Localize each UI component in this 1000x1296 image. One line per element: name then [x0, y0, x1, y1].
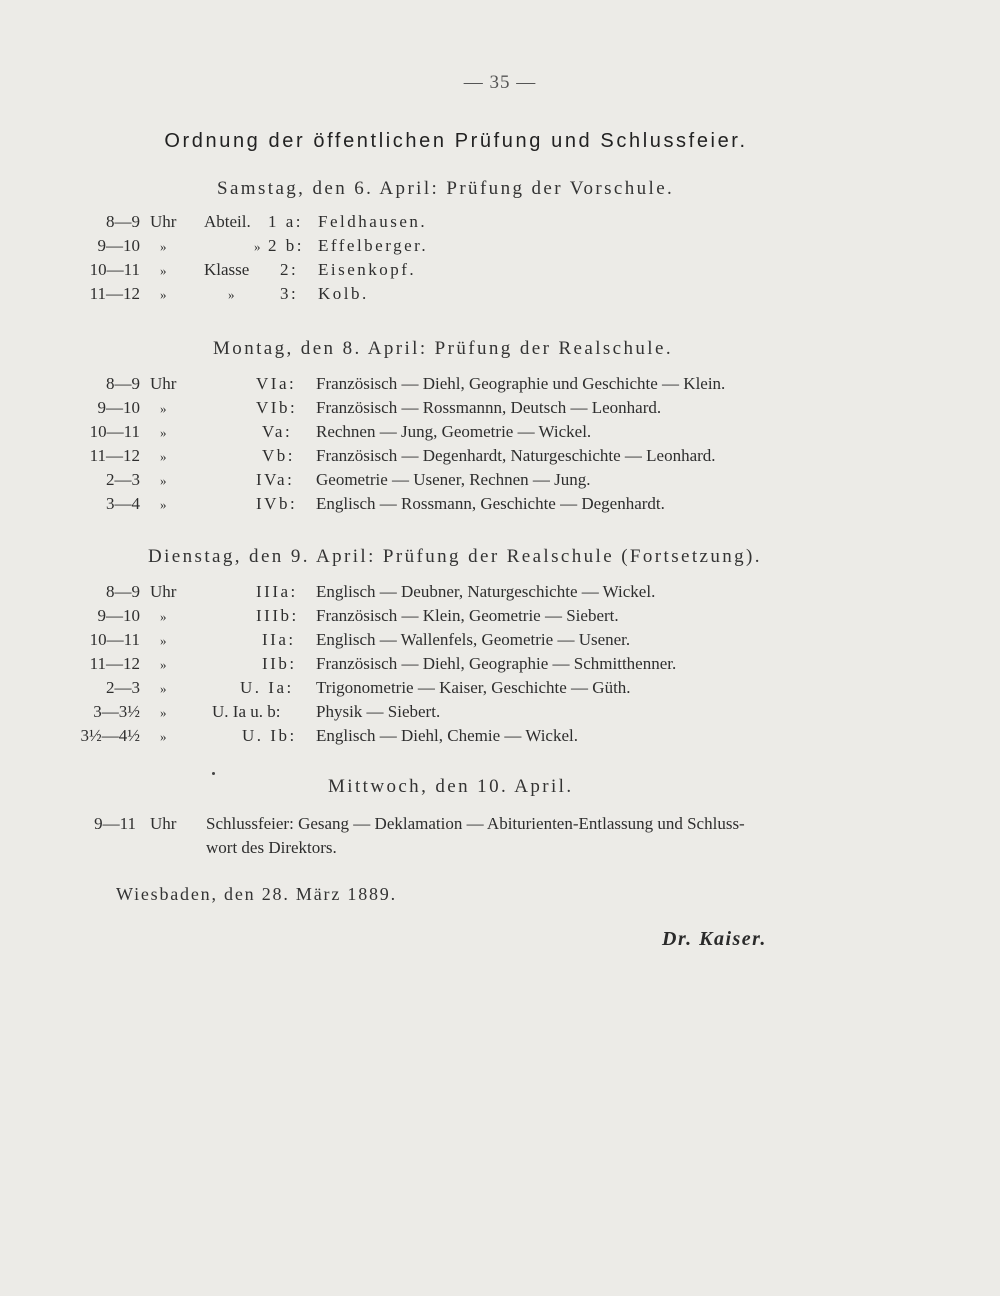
time-cell: 3—4 — [106, 494, 140, 513]
page-number: — 35 — — [463, 72, 537, 93]
time-cell: 8—9 — [106, 582, 140, 601]
ditto-cell: » — [228, 287, 235, 302]
ditto-cell: » — [160, 473, 167, 488]
ditto-cell: » — [160, 425, 167, 440]
time-cell: 11—12 — [89, 446, 140, 465]
class-cell: 3: — [280, 284, 299, 303]
class-cell: U. Ia: — [240, 678, 294, 697]
ditto-cell: » — [160, 401, 167, 416]
page-title: Ordnung der öffentlichen Prüfung und Schlussfeier. — [164, 130, 748, 152]
subject-cell: Französisch — Rossmannn, Deutsch — Leonhard. — [316, 398, 662, 417]
ditto-cell: » — [160, 609, 167, 624]
time-cell: 10—11 — [89, 422, 140, 441]
class-cell: IIIa: — [256, 582, 298, 601]
class-cell: IIb: — [262, 654, 297, 673]
subject-cell: Französisch — Diehl, Geographie und Geschichte — Klein. — [316, 374, 726, 393]
class-cell: Vb: — [262, 446, 295, 465]
uhr-cell: Uhr — [150, 814, 177, 833]
time-cell: 10—11 — [89, 260, 140, 279]
event-text-line2: wort des Direktors. — [206, 838, 337, 857]
subject-cell: Französisch — Klein, Geometrie — Siebert. — [316, 606, 619, 625]
subject-cell: Kolb. — [318, 284, 369, 303]
class-cell: IIIb: — [256, 606, 299, 625]
ditto-cell: » — [160, 729, 167, 744]
subject-cell: Französisch — Degenhardt, Naturgeschichte — Leonhard. — [316, 446, 716, 465]
subject-cell: Französisch — Diehl, Geographie — Schmitthenner. — [316, 654, 677, 673]
time-cell: 11—12 — [89, 284, 140, 303]
subject-cell: Physik — Siebert. — [316, 702, 441, 721]
ditto-cell: » — [160, 705, 167, 720]
class-cell: IVa: — [256, 470, 295, 489]
ditto-cell: » — [160, 239, 167, 254]
time-cell: 10—11 — [89, 630, 140, 649]
subject-cell: Englisch — Wallenfels, Geometrie — Usener. — [316, 630, 631, 649]
ditto-cell: » — [160, 681, 167, 696]
class-cell: U. Ia u. b: — [212, 702, 281, 721]
time-cell: 3—3½ — [93, 702, 140, 721]
section-heading-montag: Montag, den 8. April: Prüfung der Realschule. — [213, 338, 673, 359]
class-cell: IVb: — [256, 494, 298, 513]
class-cell: VIb: — [256, 398, 298, 417]
ditto-cell: » — [160, 657, 167, 672]
event-text-line1: Schlussfeier: Gesang — Deklamation — Abiturienten-Entlassung und Schluss- — [206, 814, 745, 833]
ditto-cell: » — [254, 239, 261, 254]
time-cell: 9—11 — [94, 814, 136, 833]
class-cell: 2: — [280, 260, 299, 279]
subject-cell: Eisenkopf. — [318, 260, 417, 279]
uhr-cell: Uhr — [150, 212, 177, 231]
class-label-cell: Abteil. — [204, 212, 251, 231]
subject-cell: Effelberger. — [318, 236, 429, 255]
time-cell: 9—10 — [97, 236, 140, 255]
ditto-cell: » — [160, 287, 167, 302]
signature: Dr. Kaiser. — [662, 928, 767, 950]
section-heading-dienstag: Dienstag, den 9. April: Prüfung der Realschule (Fortsetzung). — [148, 546, 762, 567]
class-label-cell: Klasse — [204, 260, 250, 279]
uhr-cell: Uhr — [150, 374, 177, 393]
class-cell: IIa: — [262, 630, 296, 649]
time-cell: 3½—4½ — [80, 726, 140, 745]
print-speck — [212, 772, 215, 775]
time-cell: 2—3 — [106, 678, 140, 697]
subject-cell: Englisch — Deubner, Naturgeschichte — Wickel. — [316, 582, 656, 601]
section-heading-mittwoch: Mittwoch, den 10. April. — [328, 776, 574, 797]
subject-cell: Geometrie — Usener, Rechnen — Jung. — [316, 470, 591, 489]
subject-cell: Feldhausen. — [318, 212, 428, 231]
time-cell: 9—10 — [97, 398, 140, 417]
class-cell: U. Ib: — [242, 726, 297, 745]
time-cell: 8—9 — [106, 212, 140, 231]
class-cell: 1 a: — [268, 212, 304, 231]
class-cell: 2 b: — [268, 236, 304, 255]
time-cell: 2—3 — [106, 470, 140, 489]
subject-cell: Englisch — Rossmann, Geschichte — Degenhardt. — [316, 494, 665, 513]
subject-cell: Rechnen — Jung, Geometrie — Wickel. — [316, 422, 592, 441]
ditto-cell: » — [160, 263, 167, 278]
time-cell: 8—9 — [106, 374, 140, 393]
ditto-cell: » — [160, 497, 167, 512]
ditto-cell: » — [160, 633, 167, 648]
time-cell: 11—12 — [89, 654, 140, 673]
subject-cell: Englisch — Diehl, Chemie — Wickel. — [316, 726, 578, 745]
section-heading-samstag: Samstag, den 6. April: Prüfung der Vorschule. — [217, 178, 675, 199]
class-cell: VIa: — [256, 374, 297, 393]
class-cell: Va: — [262, 422, 293, 441]
place-date: Wiesbaden, den 28. März 1889. — [116, 884, 397, 904]
ditto-cell: » — [160, 449, 167, 464]
time-cell: 9—10 — [97, 606, 140, 625]
uhr-cell: Uhr — [150, 582, 177, 601]
subject-cell: Trigonometrie — Kaiser, Geschichte — Güth. — [316, 678, 631, 697]
